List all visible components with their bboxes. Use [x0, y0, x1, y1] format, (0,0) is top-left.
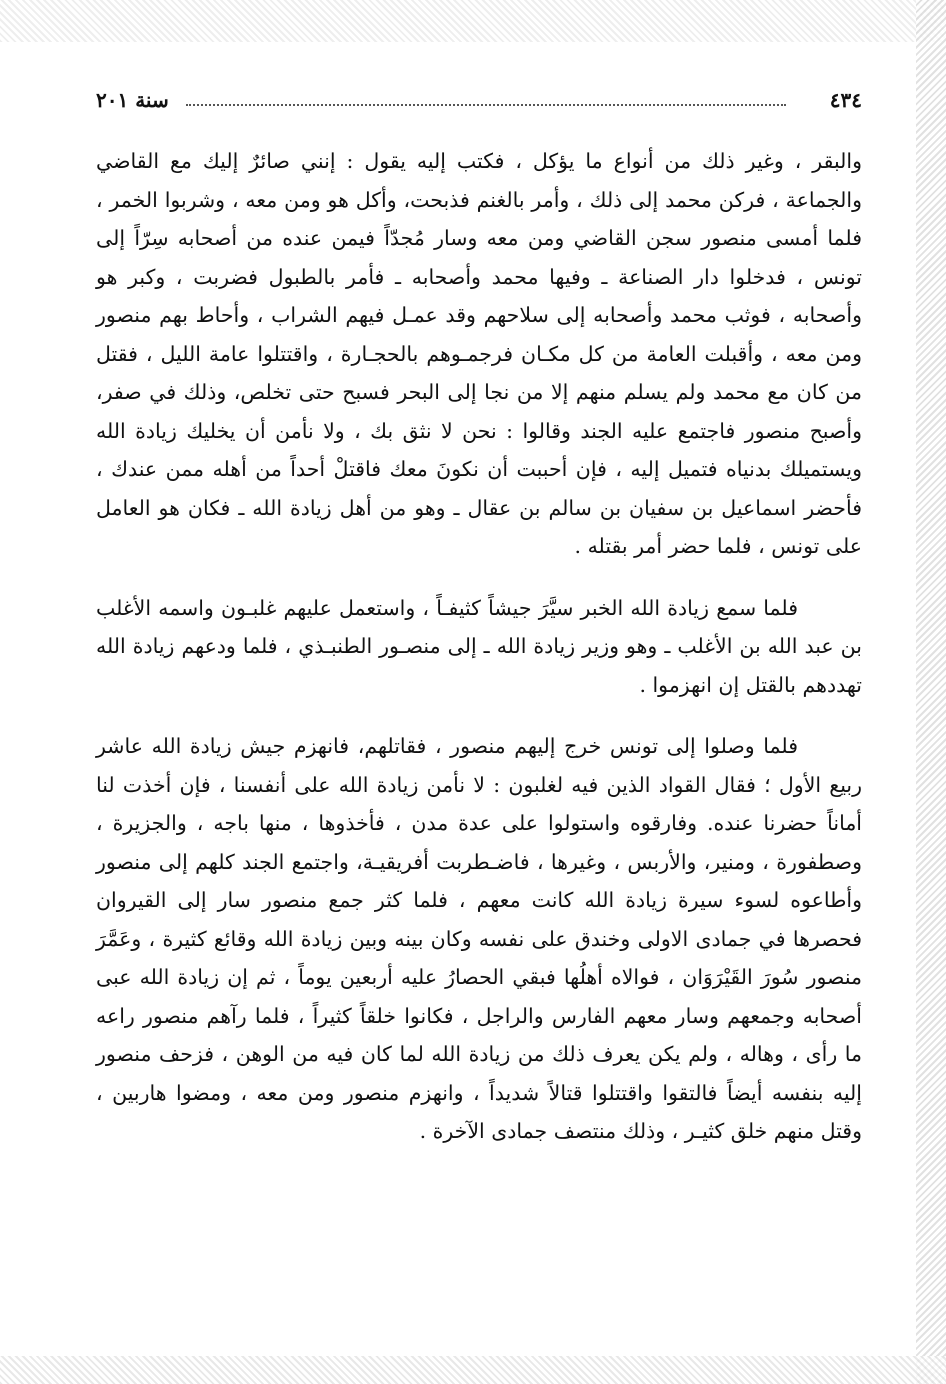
paragraph-2: فلما سمع زيادة الله الخبر سيَّرَ جيشاً كثيفـاً ، واستعمل عليهم غلبـون واسمه الأغلب بن عبد الله بن الأغلب ـ وهو وزير زيادة الله ـ إلى منصـور الطنبـذي ، فلما ودعهم زيادة الله تهددهم بالقتل إن انهزموا . [96, 595, 862, 697]
paragraph-3: فلما وصلوا إلى تونس خرج إليهم منصور ، فقاتلهم، فانهزم جيش زيادة الله عاشر ربيع الأول ؛ فقال القواد الذين فيه لغلبون : لا نأمن زيادة الله على أنفسنا ، فإن أخذت لنا أماناً حضرنا عنده. وفارقوه واستولوا على عدة مدن ، فأخذوها ، منها باجه ، والجزيرة ، وصطفورة ، ومنير، والأربس ، وغيرها ، فاضـطربت أفريقيـة، واجتمع الجند كلهم إلى منصور وأطاعوه لسوء سيرة زيادة الله كانت معهم ، فلما كثر جمع منصور سار إلى القيروان فحصرها في جمادى الاولى وخندق على نفسه وكان بينه وبين زيادة الله وقائع كثيرة ، وعَمَّرَ منصور سُورَ القَيْرَوَان ، فوالاه أهلُها فبقي الحصارُ عليه أربعين يوماً ، ثم إن زيادة الله عبى أصحابه وجمعهم وسار معهم الفارس والراجل ، فكانوا خلقاً كثيراً ، فلما رآهم منصور راعه ما رأى ، وهاله ، ولم يكن يعرف ذلك من زيادة الله لما كان فيه من الوهن ، فزحف منصور إليه بنفسه أيضاً فالتقوا واقتتلوا قتالاً شديداً ، وانهزم منصور ومن معه ، ومضوا هاربين ، وقتل منهم خلق كثيـر ، وذلك منتصف جمادى الآخرة . [96, 734, 862, 1143]
header-dotted-leader [186, 104, 786, 106]
page-number: ٤٣٤ [829, 88, 862, 112]
body-text [96, 142, 862, 1174]
paragraph-1: والبقر ، وغير ذلك من أنواع ما يؤكل ، فكتب إليه يقول : إنني صائرٌ إليك مع القاضي والجماعة ، فركن محمد إلى ذلك ، وأمر بالغنم فذبحت، وأكل هو ومن معه ، وشربوا الخمر ، فلما أمسى منصور سجن القاضي ومن معه وسار مُجدّاً فيمن عنده من أصحابه سِرّاً إلى تونس ، فدخلوا دار الصناعة ـ وفيها محمد وأصحابه ـ فأمر بالطبول فضربت ، وكبر هو وأصحابه ، فوثب محمد وأصحابه إلى سلاحهم وقد عمـل فيهم الشراب ، وأحاط بهم منصور ومن معه ، وأقبلت العامة من كل مكـان فرجمـوهم بالحجـارة ، واقتتلوا عامة الليل ، فقتل من كان مع محمد ولم يسلم منهم إلا من نجا إلى البحر فسبح حتى تخلص، وذلك في صفر، وأصبح منصور فاجتمع عليه الجند وقالوا : نحن لا نثق بك ، ولا نأمن أن يخليك زيادة الله ويستميلك بدنياه فتميل إليه ، فإن أحببت أن نكونَ معك فاقتلْ أحداً من أهله ممن عندك ، فأحضر اسماعيل بن سفيان بن سالم بن عقال ـ وهو من أهل زيادة الله ـ فكان هو العامل على تونس ، فلما حضر أمر بقتله . [96, 149, 862, 558]
running-head-year: سنة ٢٠١ [96, 88, 169, 112]
scan-edge-top [0, 0, 946, 42]
scan-edge-bottom [0, 1356, 946, 1384]
scan-edge-right [916, 0, 946, 1384]
page-header [96, 88, 862, 118]
